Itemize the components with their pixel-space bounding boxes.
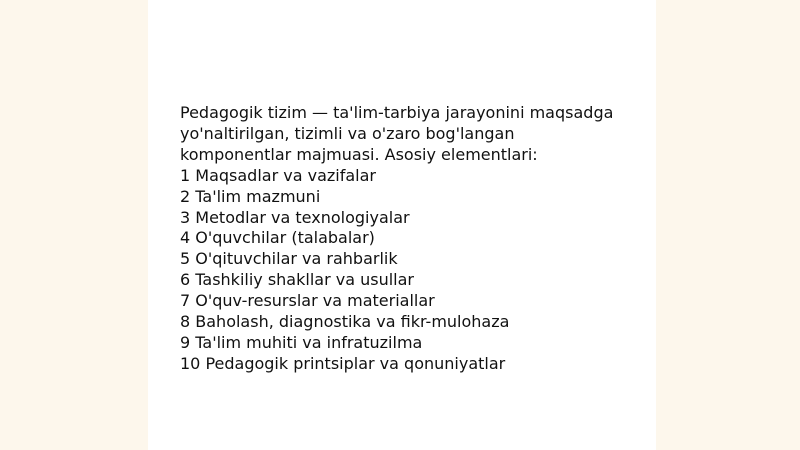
list-item: 2 Ta'lim mazmuni <box>180 186 321 206</box>
list-item: 7 O'quv-resurslar va materiallar <box>180 291 435 311</box>
list-item: 4 O'quvchilar (talabalar) <box>180 228 375 248</box>
list-item: 6 Tashkiliy shakllar va usullar <box>180 270 414 290</box>
document-page <box>148 0 656 450</box>
list-item: 9 Ta'lim muhiti va infratuzilma <box>180 332 423 352</box>
intro-paragraph: Pedagogik tizim — ta'lim-tarbiya jarayonini maqsadga yo'naltirilgan, tizimli va o'zaro bog'langan komponentlar majmuasi. Asosiy elementlari: <box>180 103 614 164</box>
list-item: 8 Baholash, diagnostika va fikr-mulohaza <box>180 312 510 332</box>
element-list <box>180 166 650 375</box>
list-item: 5 O'qituvchilar va rahbarlik <box>180 249 398 269</box>
list-item: 3 Metodlar va texnologiyalar <box>180 207 410 227</box>
list-item: 10 Pedagogik printsiplar va qonuniyatlar <box>180 353 506 373</box>
list-item: 1 Maqsadlar va vazifalar <box>180 165 376 185</box>
document-text-block <box>180 103 650 375</box>
